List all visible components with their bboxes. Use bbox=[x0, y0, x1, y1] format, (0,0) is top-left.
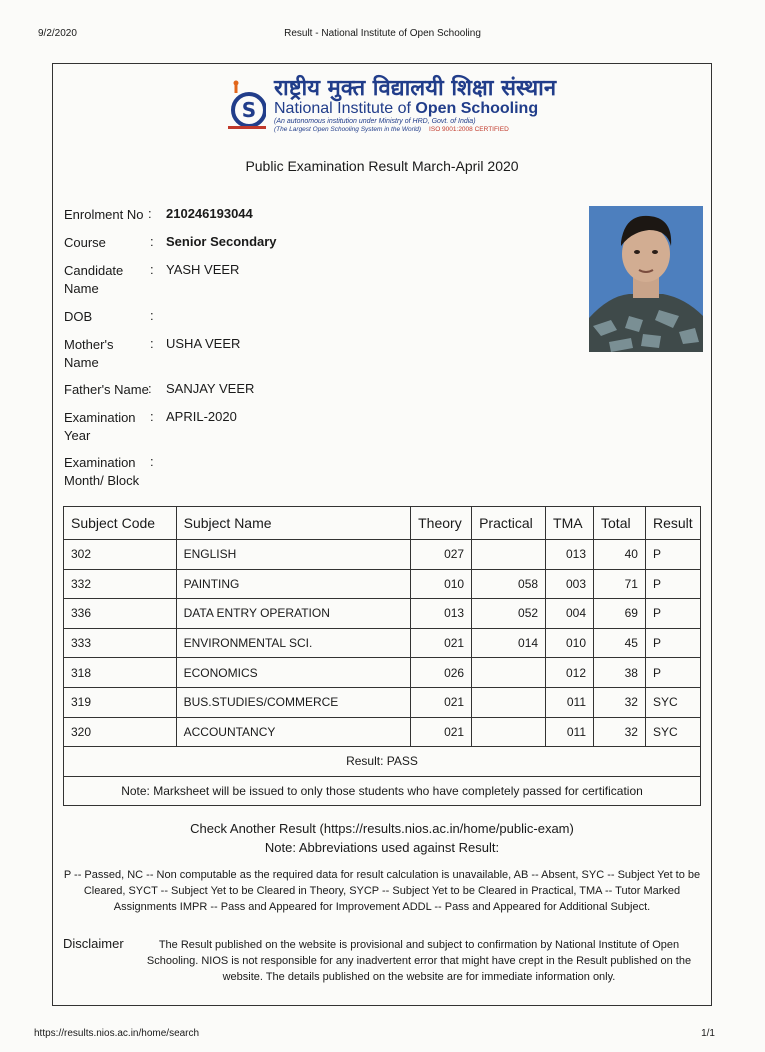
marks-table bbox=[63, 506, 701, 806]
mother-value: USHA VEER bbox=[166, 336, 241, 351]
cell-practical bbox=[472, 658, 546, 688]
cell-subject: BUS.STUDIES/COMMERCE bbox=[176, 687, 411, 717]
table-header-row bbox=[64, 507, 701, 540]
cell-subject: ECONOMICS bbox=[176, 658, 411, 688]
table-row bbox=[64, 687, 701, 717]
cell-tma: 011 bbox=[546, 687, 594, 717]
marksheet-note: Note: Marksheet will be issued to only those students who have completely passed for certification bbox=[64, 776, 701, 806]
abbreviations-text: P -- Passed, NC -- Non computable as the required data for result calculation is unavailable, AB -- Absent, SYC -- Subject Yet to be Cleared, SYCT -- Subject Yet to be Cleared in Theory, SYCP -- Subject Yet to be Cleared in Practical, TMA -- Tutor Marked Assignments IMPR -- Pass and Appeared for Improvement ADDL -- Pass and Appeared for Additional Subject. bbox=[63, 869, 701, 913]
cell-practical bbox=[472, 687, 546, 717]
cell-subject: ENVIRONMENTAL SCI. bbox=[176, 628, 411, 658]
svg-text:S: S bbox=[241, 98, 257, 122]
cell-total: 71 bbox=[594, 569, 646, 599]
print-page-title: Result - National Institute of Open Schooling bbox=[284, 28, 481, 39]
table-row bbox=[64, 599, 701, 629]
cell-theory: 010 bbox=[411, 569, 472, 599]
cell-result: P bbox=[645, 628, 700, 658]
page-number: 1/1 bbox=[701, 1028, 715, 1039]
header-tma: TMA bbox=[546, 507, 594, 540]
cell-code: 302 bbox=[64, 540, 177, 570]
cell-total: 32 bbox=[594, 687, 646, 717]
course-value: Senior Secondary bbox=[166, 234, 277, 249]
cell-practical: 014 bbox=[472, 628, 546, 658]
header-total: Total bbox=[594, 507, 646, 540]
cell-subject: ENGLISH bbox=[176, 540, 411, 570]
cell-theory: 013 bbox=[411, 599, 472, 629]
header-subject-code: Subject Code bbox=[64, 507, 177, 540]
cell-tma: 012 bbox=[546, 658, 594, 688]
note-row bbox=[64, 776, 701, 806]
cell-practical: 052 bbox=[472, 599, 546, 629]
print-footer bbox=[34, 1028, 715, 1039]
cell-result: P bbox=[645, 658, 700, 688]
cell-theory: 021 bbox=[411, 687, 472, 717]
header-result: Result bbox=[645, 507, 700, 540]
cell-code: 336 bbox=[64, 599, 177, 629]
cell-code: 332 bbox=[64, 569, 177, 599]
cell-subject: DATA ENTRY OPERATION bbox=[176, 599, 411, 629]
exam-title: Public Examination Result March-April 2020 bbox=[245, 158, 519, 174]
table-row bbox=[64, 540, 701, 570]
cell-total: 38 bbox=[594, 658, 646, 688]
header-subject-name: Subject Name bbox=[176, 507, 411, 540]
cell-result: P bbox=[645, 599, 700, 629]
cell-total: 32 bbox=[594, 717, 646, 747]
cell-theory: 021 bbox=[411, 628, 472, 658]
header-practical: Practical bbox=[472, 507, 546, 540]
cell-subject: PAINTING bbox=[176, 569, 411, 599]
table-row bbox=[64, 569, 701, 599]
cell-theory: 026 bbox=[411, 658, 472, 688]
cell-practical: 058 bbox=[472, 569, 546, 599]
cell-practical bbox=[472, 540, 546, 570]
cell-total: 69 bbox=[594, 599, 646, 629]
father-value: SANJAY VEER bbox=[166, 381, 255, 396]
cell-tma: 011 bbox=[546, 717, 594, 747]
enrolment-value: 210246193044 bbox=[166, 206, 253, 221]
disclaimer bbox=[63, 937, 703, 985]
nios-logo bbox=[228, 74, 558, 132]
print-date: 9/2/2020 bbox=[38, 28, 77, 39]
cell-tma: 010 bbox=[546, 628, 594, 658]
cell-code: 318 bbox=[64, 658, 177, 688]
result-sheet: S राष्ट्रीय मुक्त विद्यालयी शिक्षा संस्थान National Institute of Open Schooling (An autonomous institution under Ministry of HRD, Govt. of India) (The Largest Open Schooling System in the World) ISO 9001:2008 CERTIFIED Public Examination Result March-April 2020 Enrolment No : 210246193044 Course : Senior Secondary Candidate Name : YASH VEER DOB : Mother's Name : USHA VEER Father's Name : SANJAY VEER Examination Year : APRIL-2020 Examination Month/ Block : Subject Code Subject Name Theory Practical TMA Total Result 302 ENGLISH 027 013 40 P 332 PAINTING 010 058 003 71 P 336 DATA ENTRY OPERATION 013 052 004 69 P 333 ENVIRONMENTAL SCI. 021 014 010 45 P 318 ECONOMICS 026 012 38 P 319 BUS.STUDIES/COMMERCE 021 011 32 SYC 320 ACCOUNTANCY 021 011 32 SYC Result: PASS Note: Marksheet will be issued to only those students who have completely passed for certification Check Another Result (https://results.nios.ac.in/home/public-exam) Note: Abbreviations used against Result: P -- Passed, NC -- Non computable as the required data for result calculation is unavailable, AB -- Absent, SYC -- Subject Yet to be Cleared, SYCT -- Subject Yet to be Cleared in Theory, SYCP -- Subject Yet to be Cleared in Practical, TMA -- Tutor Marked Assignments IMPR -- Pass and Appeared for Improvement ADDL -- Pass and Appeared for Additional Subject. Disclaimer The Result published on the website is provisional and subject to confirmation by National Institute of Open Schooling. NIOS is not responsible for any inadvertent error that might have crept in the Result published on the website. The details published on the website are for immediate information only. bbox=[52, 63, 712, 1006]
disclaimer-label: Disclaimer bbox=[63, 936, 124, 951]
exam-year-value: APRIL-2020 bbox=[166, 409, 237, 424]
table-row bbox=[64, 628, 701, 658]
result-row bbox=[64, 747, 701, 777]
cell-total: 45 bbox=[594, 628, 646, 658]
logo-tagline: (The Largest Open Schooling System in the World) ISO 9001:2008 CERTIFIED bbox=[274, 126, 509, 133]
print-url: https://results.nios.ac.in/home/search bbox=[34, 1028, 200, 1039]
header-theory: Theory bbox=[411, 507, 472, 540]
cell-practical bbox=[472, 717, 546, 747]
check-url: (https://results.nios.ac.in/home/public-exam) bbox=[319, 821, 574, 836]
disclaimer-text: The Result published on the website is provisional and subject to confirmation by National Institute of Open Schooling. NIOS is not responsible for any inadvertent error that might have crept in the Result published on the website. The details published on the website are for immediate information only. bbox=[146, 939, 692, 983]
table-row bbox=[64, 658, 701, 688]
logo-hindi-text: राष्ट्रीय मुक्त विद्यालयी शिक्षा संस्थान bbox=[274, 76, 557, 101]
logo-english-text: National Institute of Open Schooling bbox=[274, 100, 539, 117]
cell-tma: 003 bbox=[546, 569, 594, 599]
table-row bbox=[64, 717, 701, 747]
cell-theory: 027 bbox=[411, 540, 472, 570]
candidate-value: YASH VEER bbox=[166, 262, 240, 277]
cell-result: P bbox=[645, 540, 700, 570]
cell-code: 320 bbox=[64, 717, 177, 747]
cell-result: SYC bbox=[645, 717, 700, 747]
check-another-result-link[interactable]: Check Another Result bbox=[190, 821, 316, 836]
abbreviations-heading: Note: Abbreviations used against Result: bbox=[264, 840, 500, 855]
cell-result: SYC bbox=[645, 687, 700, 717]
cell-code: 333 bbox=[64, 628, 177, 658]
cell-code: 319 bbox=[64, 687, 177, 717]
cell-theory: 021 bbox=[411, 717, 472, 747]
overall-result: Result: PASS bbox=[64, 747, 701, 777]
cell-total: 40 bbox=[594, 540, 646, 570]
nios-emblem-icon bbox=[228, 80, 266, 130]
cell-tma: 013 bbox=[546, 540, 594, 570]
check-another-result bbox=[53, 821, 711, 836]
cell-result: P bbox=[645, 569, 700, 599]
cell-tma: 004 bbox=[546, 599, 594, 629]
candidate-photo bbox=[589, 206, 703, 352]
cell-subject: ACCOUNTANCY bbox=[176, 717, 411, 747]
logo-subtitle: (An autonomous institution under Ministry of HRD, Govt. of India) bbox=[274, 118, 476, 125]
